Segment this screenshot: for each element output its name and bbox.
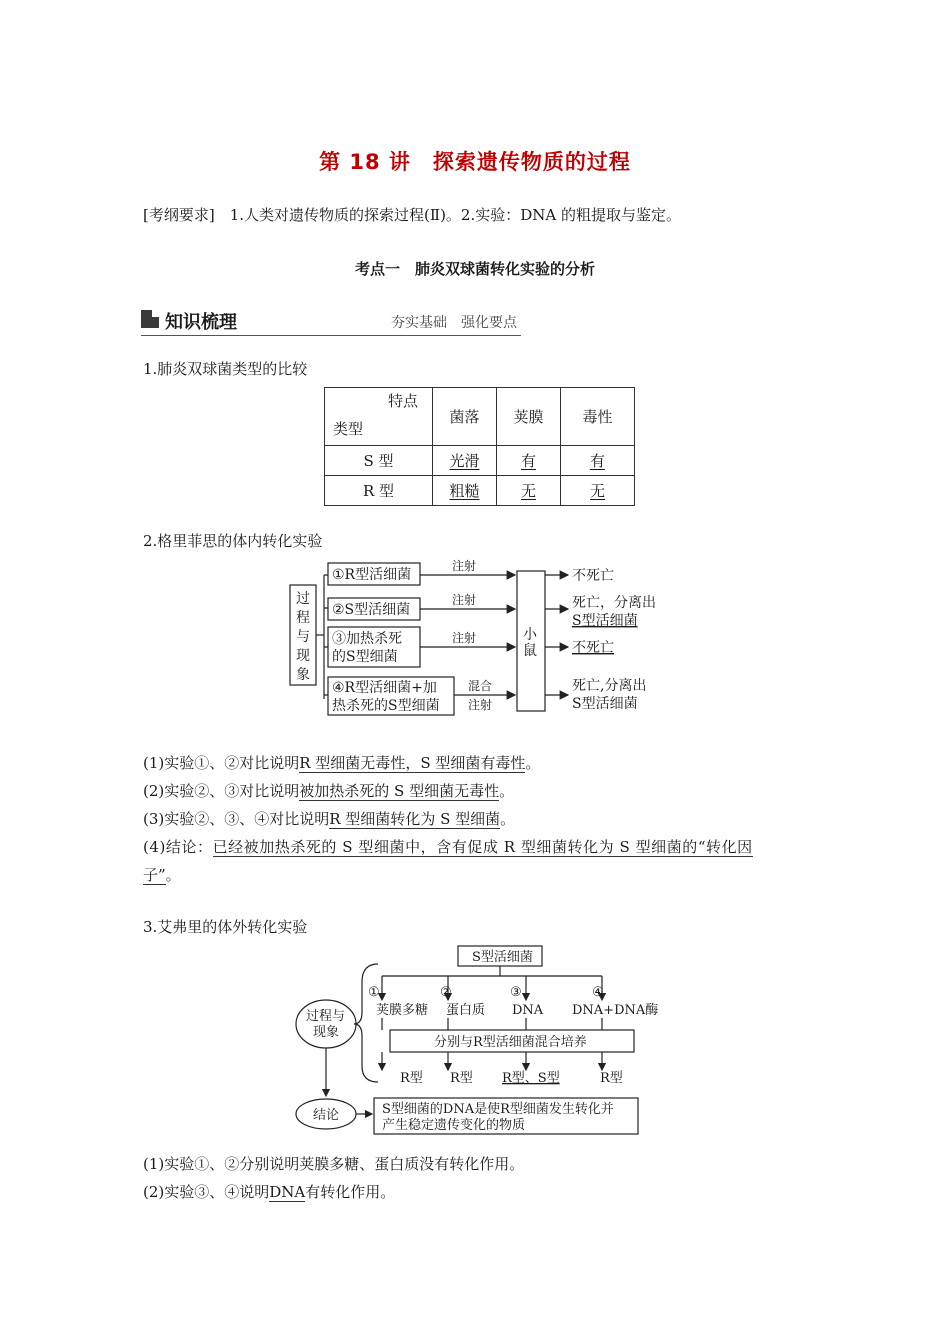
mouse-label: 鼠 (523, 643, 537, 659)
point-answer: 子” (143, 866, 166, 884)
cell-value: 有 (520, 452, 536, 470)
side-label-char: 与 (296, 629, 310, 645)
page-title: 第 18 讲 探索遗传物质的过程 (319, 150, 631, 174)
corner-bottom-label: 类型 (333, 420, 364, 438)
step-text: 的S型细菌 (332, 649, 398, 665)
griffith-point-2 (143, 780, 514, 801)
action-text: 混合 (468, 679, 493, 693)
point-prefix: (2)实验③、④说明 (143, 1183, 270, 1201)
point-suffix: 。 (525, 754, 541, 772)
branch-substance: 荚膜多糖 (376, 1003, 429, 1018)
table-corner-cell (325, 388, 433, 446)
cell-value: 无 (520, 482, 536, 500)
branch-substance: 蛋白质 (446, 1003, 486, 1018)
branch-result: R型 (400, 1071, 423, 1086)
result-text: S型活细菌 (572, 613, 638, 629)
griffith-point-4 (143, 836, 753, 857)
section-heading-3: 3.艾弗里的体外转化实验 (143, 918, 308, 936)
griffith-point-1 (143, 752, 540, 773)
cell-value: 有 (589, 452, 605, 470)
step-text: ②S型活细菌 (332, 602, 411, 618)
point-suffix: 。 (499, 782, 515, 800)
point-suffix: 。 (500, 810, 516, 828)
banner-label: 知识梳理 (165, 312, 237, 333)
table-row (325, 446, 635, 476)
branch-substance: DNA (512, 1003, 544, 1018)
table-cell (433, 476, 497, 506)
branch-num: ③ (510, 985, 522, 1000)
knowledge-banner (141, 308, 521, 338)
action-text: 注射 (452, 631, 477, 645)
step-text: ①R型活细菌 (332, 567, 412, 583)
comparison-table (324, 387, 635, 506)
table-cell (497, 446, 561, 476)
branch-num: ② (440, 985, 452, 1000)
griffith-point-3 (143, 808, 515, 829)
process-label: 过程与 (306, 1009, 346, 1024)
side-label-char: 象 (296, 667, 310, 683)
conclusion-label: 结论 (313, 1108, 340, 1123)
branch-result: R型 (600, 1071, 623, 1086)
result-text: 死亡,分离出 (572, 678, 647, 694)
point-prefix: (3)实验②、③、④对比说明 (143, 810, 330, 828)
point-answer: 已经被加热杀死的 S 型细菌中，含有促成 R 型细菌转化为 S 型细菌的“转化因 (212, 838, 753, 856)
point-answer: R 型细菌转化为 S 型细菌 (329, 810, 501, 828)
table-cell (561, 446, 635, 476)
column-header: 荚膜 (497, 388, 561, 446)
conclusion-text: 产生稳定遗传变化的物质 (382, 1118, 526, 1133)
process-label: 现象 (313, 1025, 340, 1040)
side-label-char: 过 (296, 591, 310, 607)
cell-value: 无 (589, 482, 605, 500)
row-type: R 型 (325, 476, 433, 506)
table-row (325, 476, 635, 506)
avery-point-2 (143, 1181, 395, 1202)
result-text: S型活细菌 (572, 696, 638, 712)
point-suffix: 。 (165, 866, 181, 884)
step-text: ③加热杀死 (332, 631, 402, 647)
griffith-point-4-cont (143, 864, 181, 885)
table-cell (497, 476, 561, 506)
result-text: 不死亡 (572, 640, 614, 656)
point-prefix: (1)实验①、②对比说明 (143, 754, 300, 772)
table-cell (561, 476, 635, 506)
cell-value: 光滑 (449, 452, 480, 470)
result-text: 不死亡 (572, 568, 614, 584)
topic-heading: 考点一 肺炎双球菌转化实验的分析 (354, 260, 595, 278)
point-answer: 被加热杀死的 S 型细菌无毒性 (299, 782, 500, 800)
point-prefix: (1)实验①、②分别说明荚膜多糖、蛋白质没有转化作用。 (143, 1155, 525, 1173)
griffith-diagram (280, 555, 680, 725)
side-label-char: 现 (296, 648, 310, 664)
point-answer: R 型细菌无毒性，S 型细菌有毒性 (299, 754, 526, 772)
avery-point-1 (143, 1153, 524, 1174)
action-text: 注射 (468, 698, 493, 712)
mouse-label: 小 (523, 627, 537, 643)
section-heading-2: 2.格里菲思的体内转化实验 (143, 532, 323, 550)
square-icon (141, 310, 159, 328)
banner-divider (141, 335, 521, 336)
branch-num: ④ (592, 985, 604, 1000)
step-text: 热杀死的S型细菌 (332, 698, 440, 714)
point-answer: DNA (269, 1183, 306, 1201)
branch-result: R型 (450, 1071, 473, 1086)
corner-top-label: 特点 (387, 392, 418, 410)
action-text: 注射 (452, 559, 477, 573)
row-type: S 型 (325, 446, 433, 476)
culture-label: 分别与R型活细菌混合培养 (434, 1035, 587, 1050)
column-header: 毒性 (561, 388, 635, 446)
process-ellipse (296, 1000, 356, 1048)
point-prefix: (2)实验②、③对比说明 (143, 782, 300, 800)
result-text: 死亡，分离出 (572, 595, 656, 611)
side-label-char: 程 (296, 610, 310, 626)
action-text: 注射 (452, 593, 477, 607)
step-text: ④R型活细菌+加 (332, 680, 437, 696)
conclusion-text: S型细菌的DNA是使R型细菌发生转化并 (382, 1102, 614, 1117)
column-header: 菌落 (433, 388, 497, 446)
table-cell (433, 446, 497, 476)
branch-substance: DNA+DNA酶 (572, 1003, 659, 1018)
banner-subtitle: 夯实基础 强化要点 (391, 315, 517, 331)
section-heading-1: 1.肺炎双球菌类型的比较 (143, 360, 308, 378)
point-suffix: 有转化作用。 (305, 1183, 396, 1201)
source-label: S型活细菌 (472, 950, 533, 965)
avery-diagram (290, 942, 660, 1138)
branch-result: R型、S型 (502, 1071, 560, 1086)
point-prefix: (4)结论： (143, 838, 213, 856)
exam-requirement: [考纲要求] 1.人类对遗传物质的探索过程(Ⅱ)。2.实验：DNA 的粗提取与鉴定。 (143, 206, 681, 224)
branch-num: ① (368, 985, 380, 1000)
cell-value: 粗糙 (449, 482, 480, 500)
